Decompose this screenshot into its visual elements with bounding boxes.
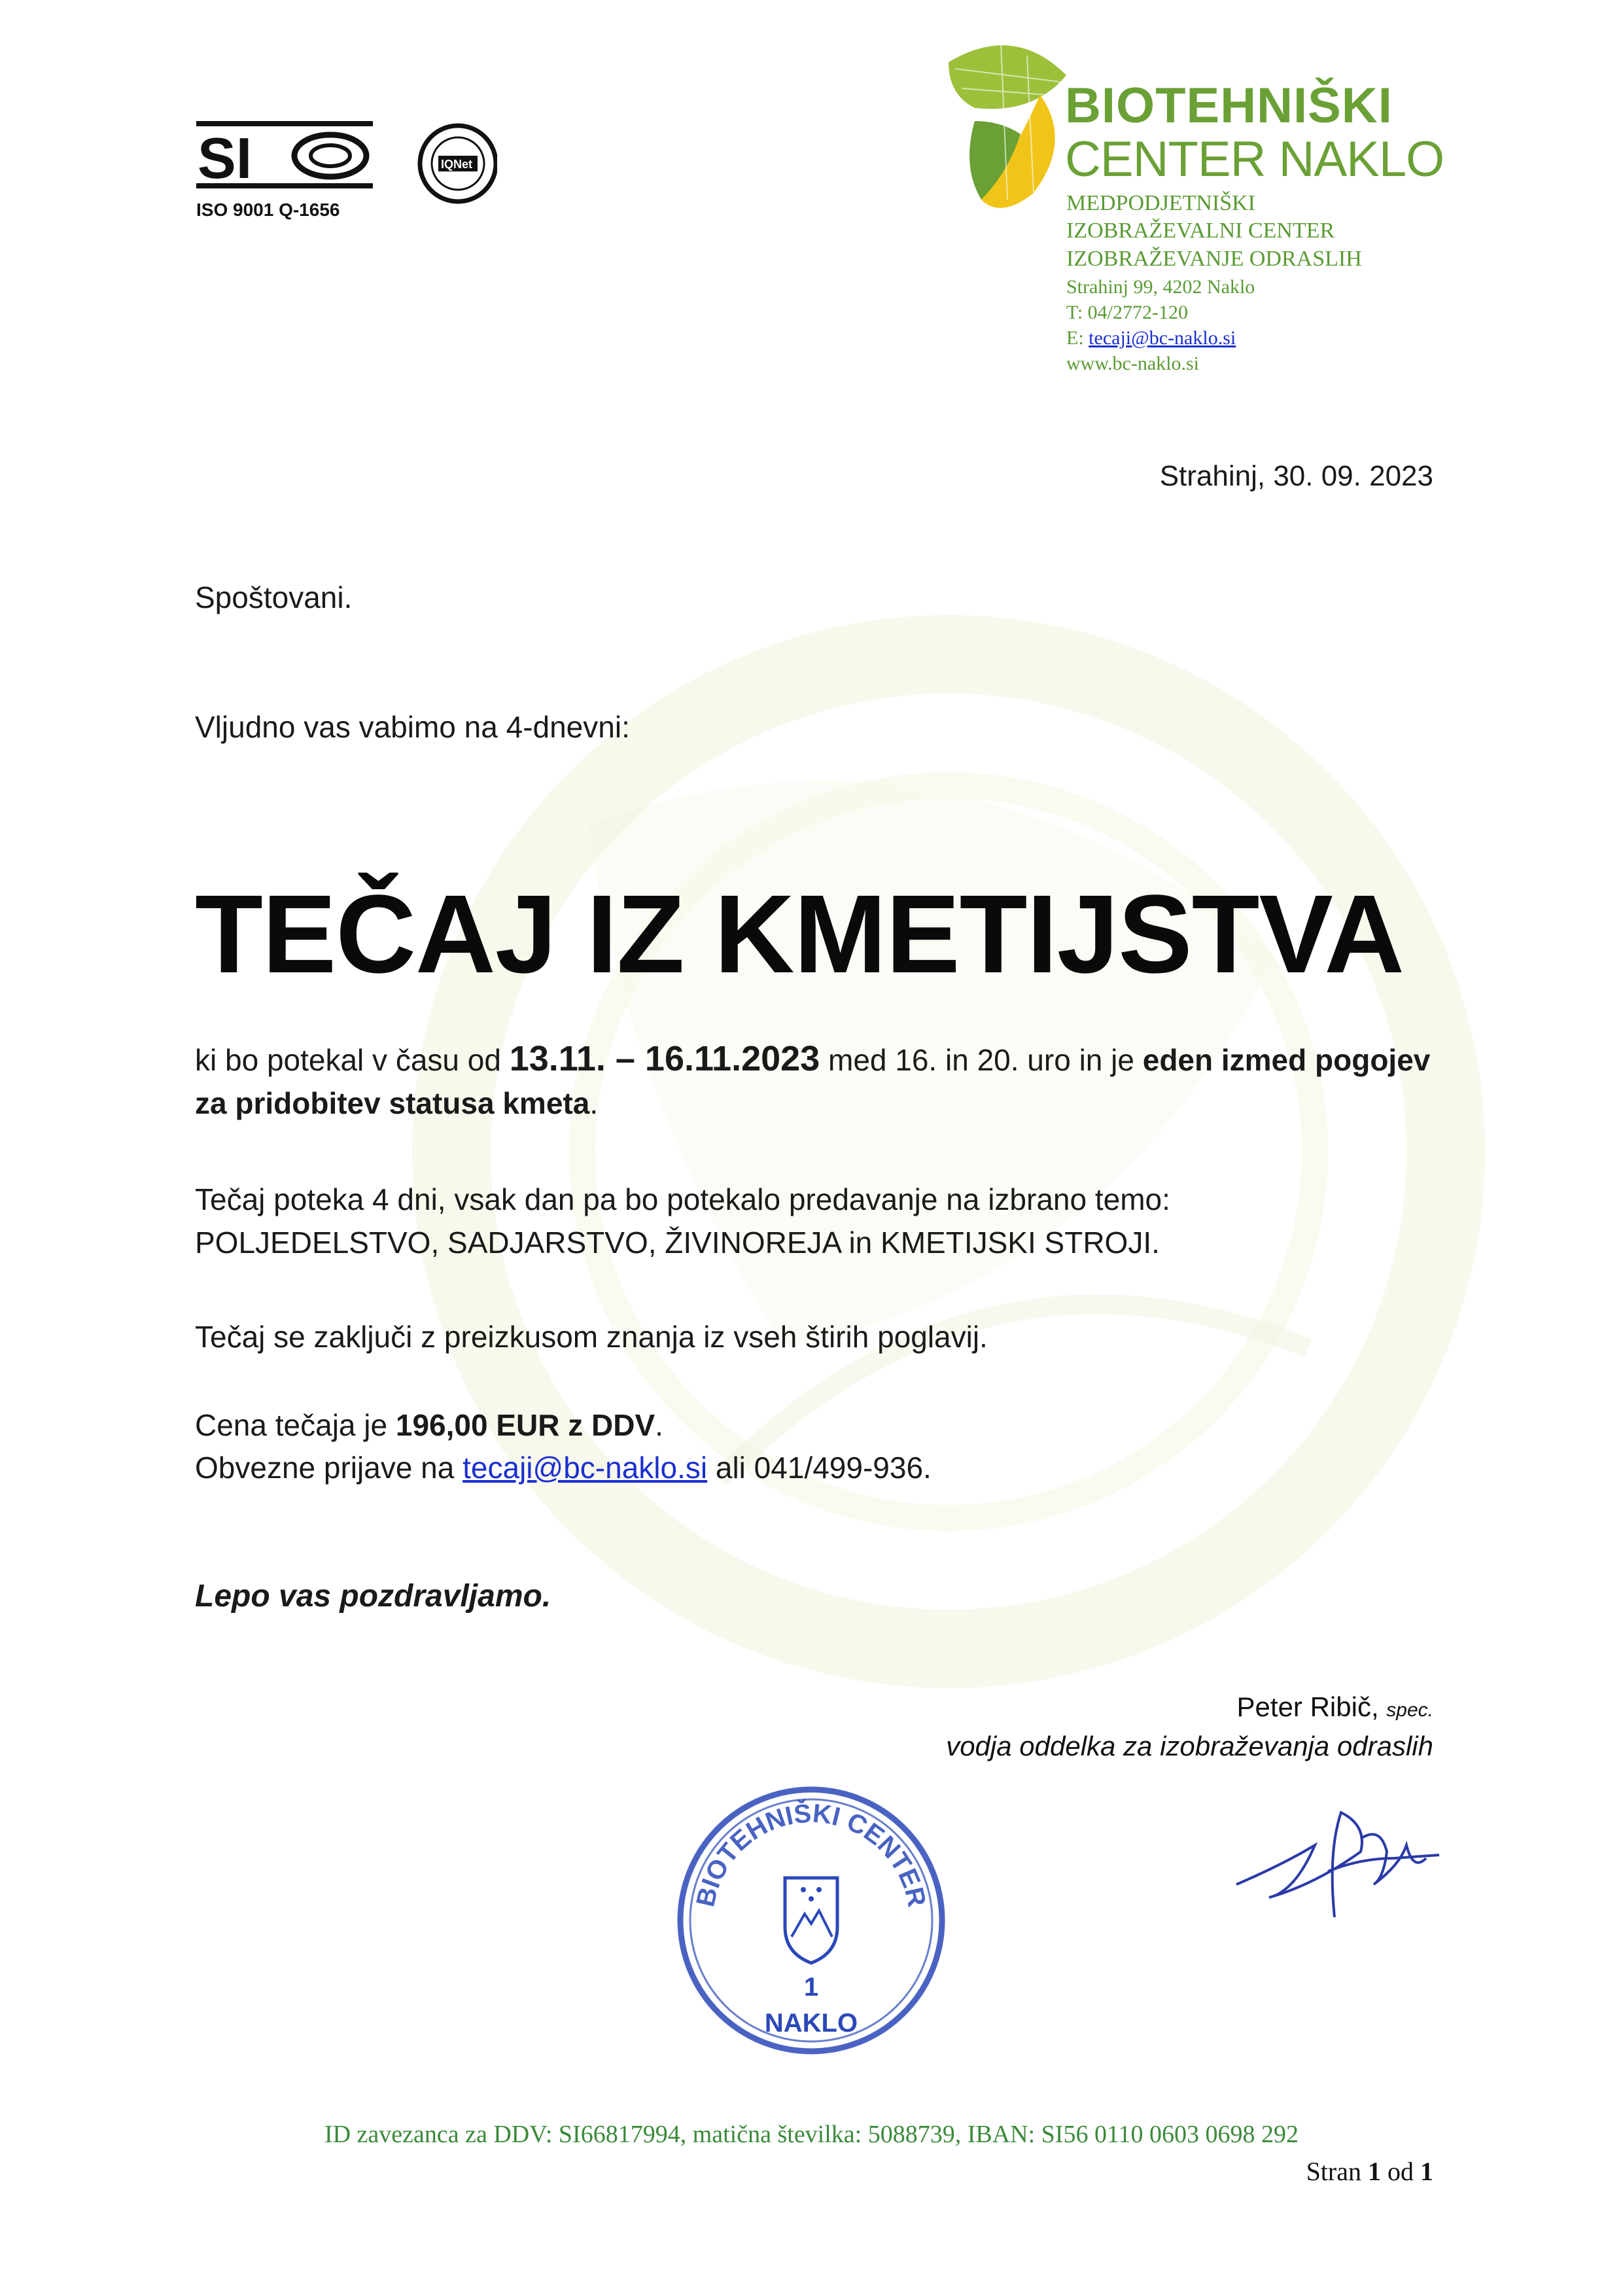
p1-text-c: . bbox=[589, 1086, 599, 1120]
invitation-line: Vljudno vas vabimo na 4-dnevni: bbox=[195, 710, 630, 744]
certification-logos bbox=[196, 118, 497, 222]
p1-text-a: ki bo potekal v času od bbox=[195, 1043, 510, 1077]
price-text-b: . bbox=[655, 1408, 663, 1442]
org-email-line bbox=[1066, 327, 1236, 349]
svg-text:BIOTEHNIŠKI CENTER bbox=[691, 1798, 931, 1910]
org-phone: T: 04/2772-120 bbox=[1066, 302, 1188, 323]
registration-text-b: ali 041/499-936. bbox=[707, 1451, 932, 1485]
status-condition: eden izmed pogojev za pridobitev statusa kmeta bbox=[195, 1043, 1431, 1120]
registration-text-a: Obvezne prijave na bbox=[195, 1451, 463, 1485]
exam-paragraph: Tečaj se zaključi z preizkusom znanja iz vseh štirih poglavij. bbox=[195, 1320, 988, 1354]
iso-certificate-icon bbox=[196, 118, 497, 222]
signer-name bbox=[1237, 1691, 1433, 1723]
org-website: www.bc-naklo.si bbox=[1066, 353, 1200, 374]
p1-text-b: med 16. in 20. uro in je bbox=[820, 1043, 1143, 1077]
stamp-number: 1 bbox=[803, 1973, 819, 2002]
page-current: 1 bbox=[1368, 2157, 1381, 2186]
price-value: 196,00 EUR z DDV bbox=[395, 1408, 655, 1442]
price-line bbox=[195, 1404, 663, 1447]
salutation: Spoštovani. bbox=[195, 580, 353, 614]
topics-intro: Tečaj poteka 4 dni, vsak dan pa bo potekalo predavanje na izbrano temo: bbox=[195, 1182, 1170, 1216]
page-of-label: od bbox=[1381, 2157, 1420, 2186]
svg-text:IQNet: IQNet bbox=[441, 158, 473, 171]
org-name-line1: MEDPODJETNIŠKI bbox=[1066, 191, 1255, 215]
official-stamp bbox=[667, 1780, 955, 2061]
org-name-line2: IZOBRAŽEVALNI CENTER bbox=[1066, 219, 1335, 243]
page-number bbox=[1306, 2156, 1433, 2187]
brand-name-line2: CENTER NAKLO bbox=[1065, 132, 1444, 187]
signer-role: vodja oddelka za izobraževanja odraslih bbox=[946, 1731, 1433, 1761]
handwritten-signature bbox=[1230, 1786, 1446, 1930]
watermark-logo bbox=[393, 497, 1505, 1806]
course-dates-paragraph bbox=[195, 1037, 1438, 1125]
topics-list: POLJEDELSTVO, SADJARSTVO, ŽIVINOREJA in KMETIJSKI STROJI. bbox=[195, 1226, 1160, 1260]
course-dates: 13.11. – 16.11.2023 bbox=[509, 1039, 820, 1078]
svg-text:ISO 9001 Q-1656: ISO 9001 Q-1656 bbox=[196, 200, 340, 220]
brand-name-line1: BIOTEHNIŠKI bbox=[1065, 78, 1393, 133]
stamp-city: NAKLO bbox=[764, 2009, 858, 2038]
letter-date: Strahinj, 30. 09. 2023 bbox=[1159, 460, 1433, 492]
price-text-a: Cena tečaja je bbox=[195, 1408, 396, 1442]
org-address: Strahinj 99, 4202 Naklo bbox=[1066, 276, 1255, 298]
org-email-link[interactable]: tecaji@bc-naklo.si bbox=[1089, 327, 1236, 349]
signer-name-text: Peter Ribič, bbox=[1236, 1691, 1387, 1722]
page-total: 1 bbox=[1420, 2157, 1433, 2186]
course-topics-paragraph bbox=[195, 1178, 1471, 1264]
stamp-ring-text: BIOTEHNIŠKI CENTER bbox=[691, 1799, 932, 1910]
course-title: TEČAJ IZ KMETIJSTVA bbox=[195, 872, 1405, 997]
svg-text:SI: SI bbox=[198, 126, 253, 190]
org-name-line3: IZOBRAŽEVANJE ODRASLIH bbox=[1066, 247, 1362, 271]
page-label: Stran bbox=[1306, 2157, 1368, 2186]
org-email-prefix: E: bbox=[1066, 327, 1089, 349]
closing-greeting: Lepo vas pozdravljamo. bbox=[195, 1579, 551, 1614]
registration-line bbox=[195, 1446, 932, 1489]
signer-title-suffix: spec. bbox=[1386, 1699, 1433, 1721]
registration-email-link[interactable]: tecaji@bc-naklo.si bbox=[462, 1451, 708, 1485]
footer-tax-ids: ID zavezanca za DDV: SI66817994, matična številka: 5088739, IBAN: SI56 0110 0603 0698 292 bbox=[324, 2121, 1299, 2148]
biotehniski-globe-logo bbox=[935, 36, 1073, 219]
